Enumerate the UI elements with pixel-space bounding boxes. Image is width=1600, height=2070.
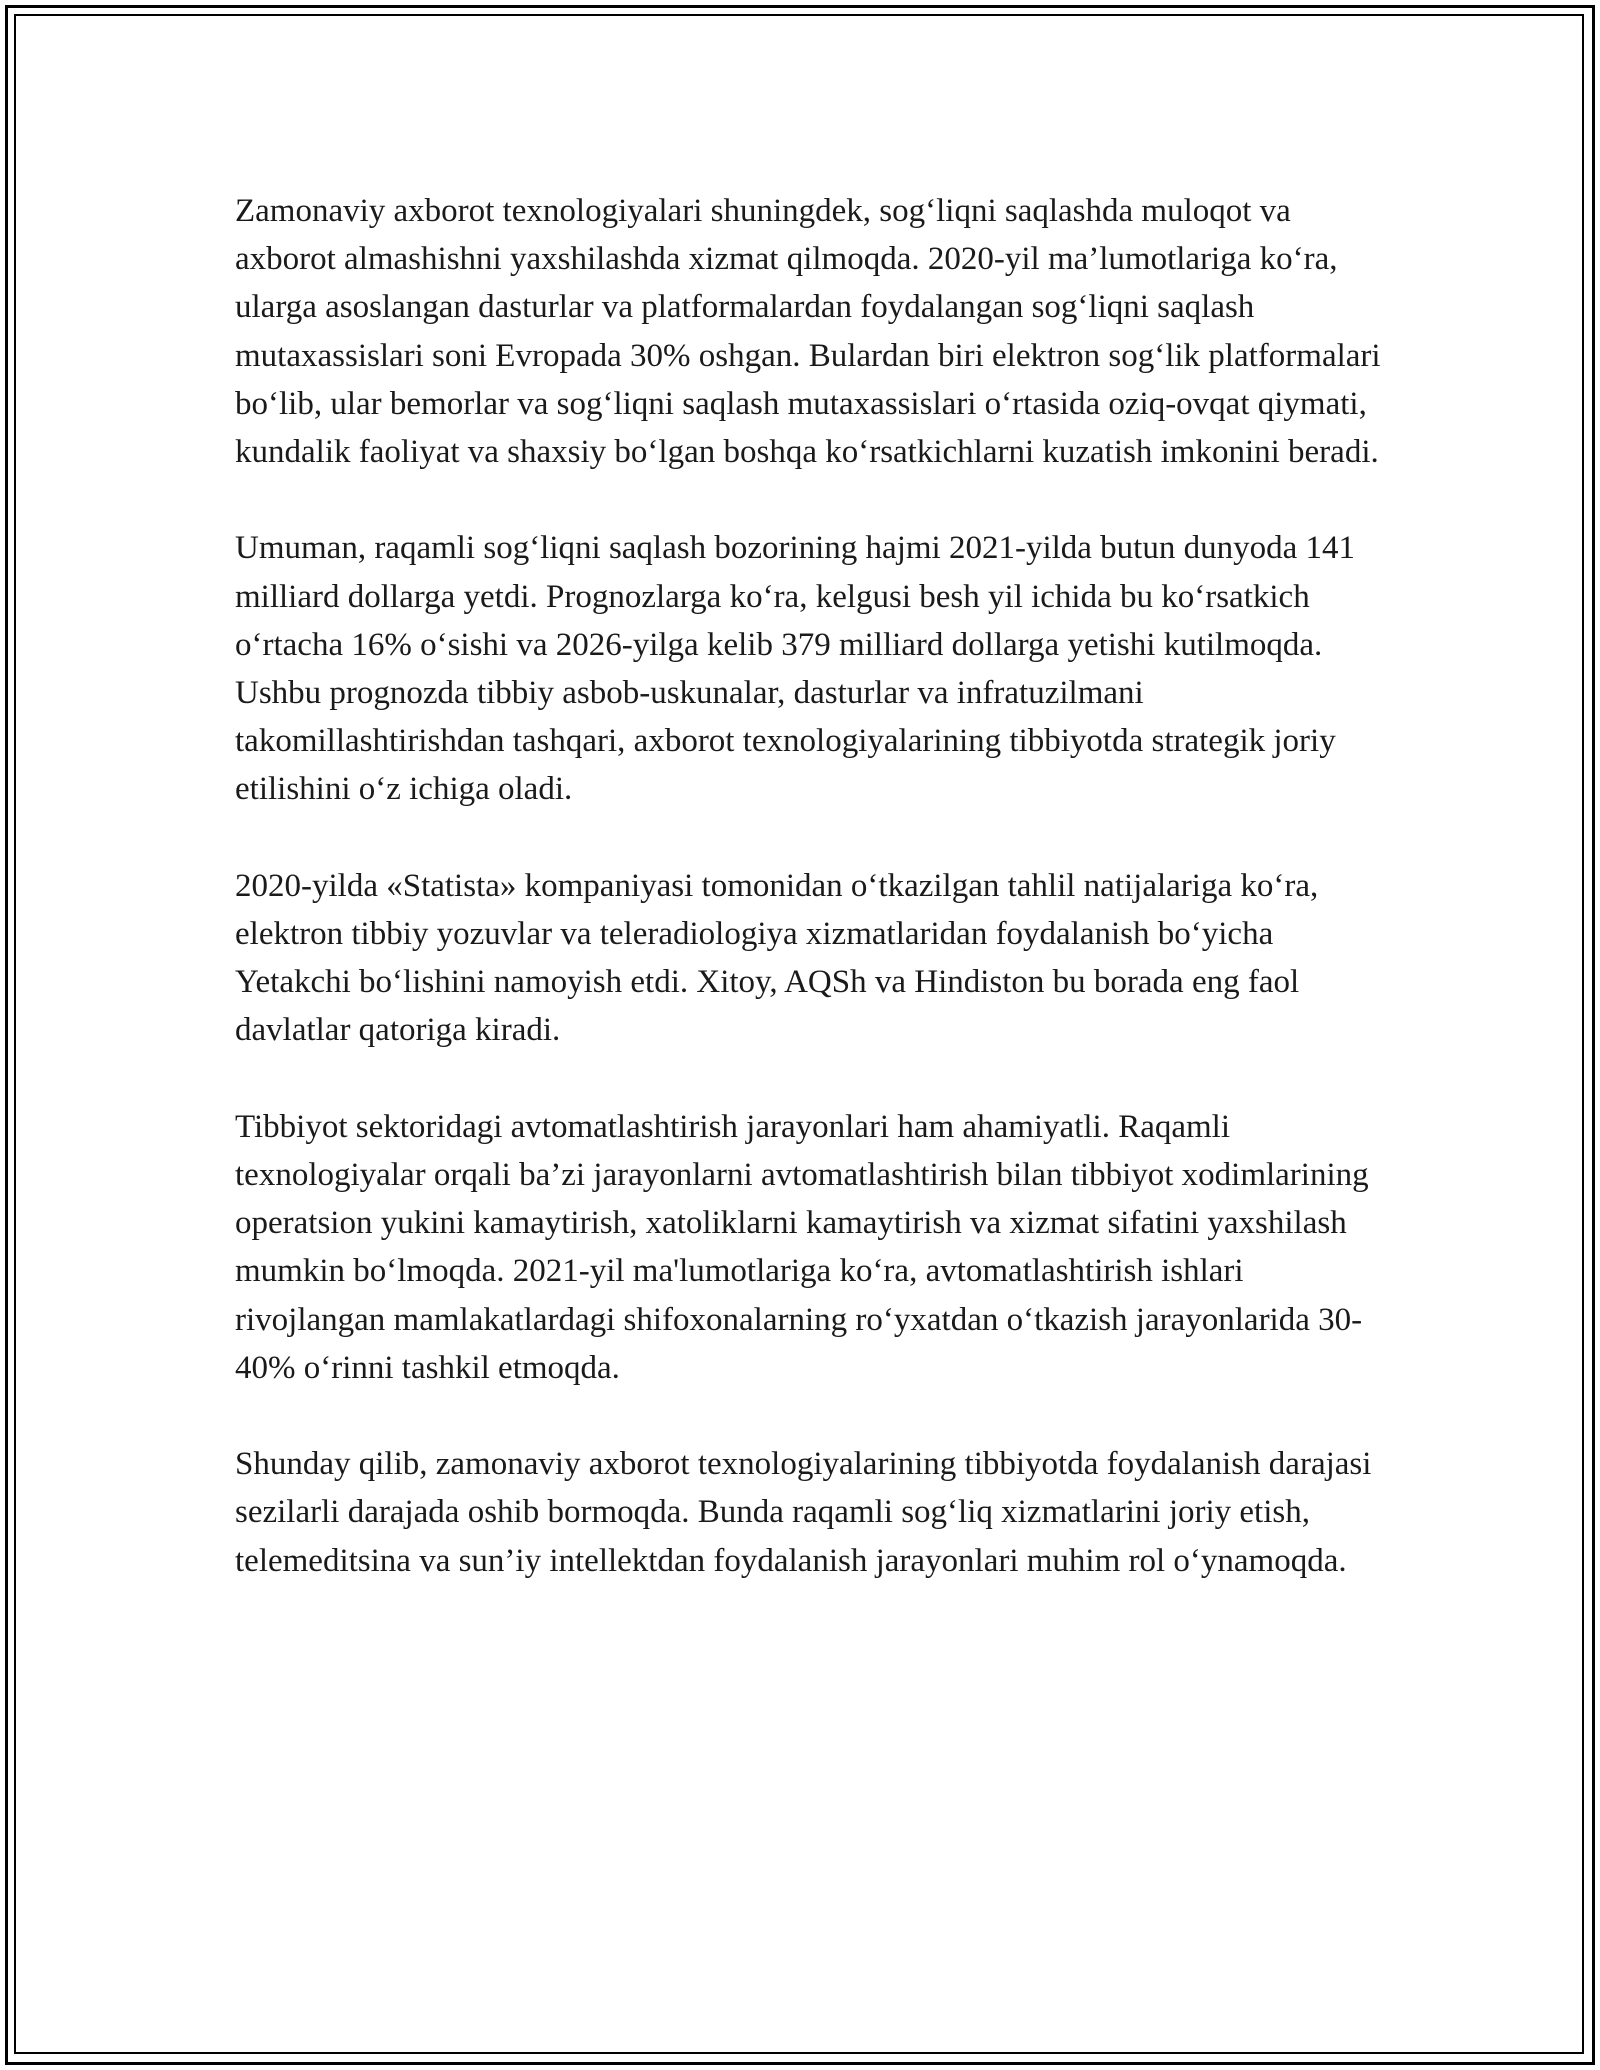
paragraph-1: Zamonaviy axborot texnologiyalari shuningdek, sog‘liqni saqlashda muloqot va axborot almashishni yaxshilashda xizmat qilmoqda. 2020-yil ma’lumotlariga ko‘ra, ularga asoslangan dasturlar va platformalardan foydalangan sog‘liqni saqlash mutaxassislari soni Evropada 30% oshgan. Bulardan biri elektron sog‘lik platformalari bo‘lib, ular bemorlar va sog‘liqni saqlash mutaxassislari o‘rtasida oziq-ovqat qiymati, kundalik faoliyat va shaxsiy bo‘lgan boshqa ko‘rsatkichlarni kuzatish imkonini beradi. — [235, 193, 1381, 471]
paragraph-2: Umuman, raqamli sog‘liqni saqlash bozorining hajmi 2021-yilda butun dunyoda 141 milliard dollarga yetdi. Prognozlarga ko‘ra, kelgusi besh yil ichida bu ko‘rsatkich o‘rtacha 16% o‘sishi va 2026-yilga kelib 379 milliard dollarga yetishi kutilmoqda. Ushbu prognozda tibbiy asbob-uskunalar, dasturlar va infratuzilmani takomillashtirishdan tashqari, axborot texnologiyalarining tibbiyotda strategik joriy etilishini o‘z ichiga oladi. — [235, 530, 1356, 808]
paragraph-3: 2020-yilda «Statista» kompaniyasi tomonidan o‘tkazilgan tahlil natijalariga ko‘ra, elektron tibbiy yozuvlar va teleradiologiya xizmatlaridan foydalanish bo‘yicha Yetakchi bo‘lishini namoyish etdi. Xitoy, AQSh va Hindiston bu borada eng faol davlatlar qatoriga kiradi. — [235, 867, 1319, 1049]
paragraph-4: Tibbiyot sektoridagi avtomatlashtirish jarayonlari ham ahamiyatli. Raqamli texnologiyalar orqali ba’zi jarayonlarni avtomatlashtirish bilan tibbiyot xodimlarining operatsion yukini kamaytirish, xatoliklarni kamaytirish va xizmat sifatini yaxshilash mumkin bo‘lmoqda. 2021-yil ma'lumotlariga ko‘ra, avtomatlashtirish ishlari rivojlangan mamlakatlardagi shifoxonalarning ro‘yxatdan o‘tkazish jarayonlarida 30-40% o‘rinni tashkil etmoqda. — [235, 1108, 1369, 1386]
paragraph-5: Shunday qilib, zamonaviy axborot texnologiyalarining tibbiyotda foydalanish darajasi sezilarli darajada oshib bormoqda. Bunda raqamli sog‘liq xizmatlarini joriy etish, telemeditsina va sun’iy intellektdan foydalanish jarayonlari muhim rol o‘ynamoqda. — [235, 1446, 1372, 1579]
document-body — [235, 187, 1385, 1585]
